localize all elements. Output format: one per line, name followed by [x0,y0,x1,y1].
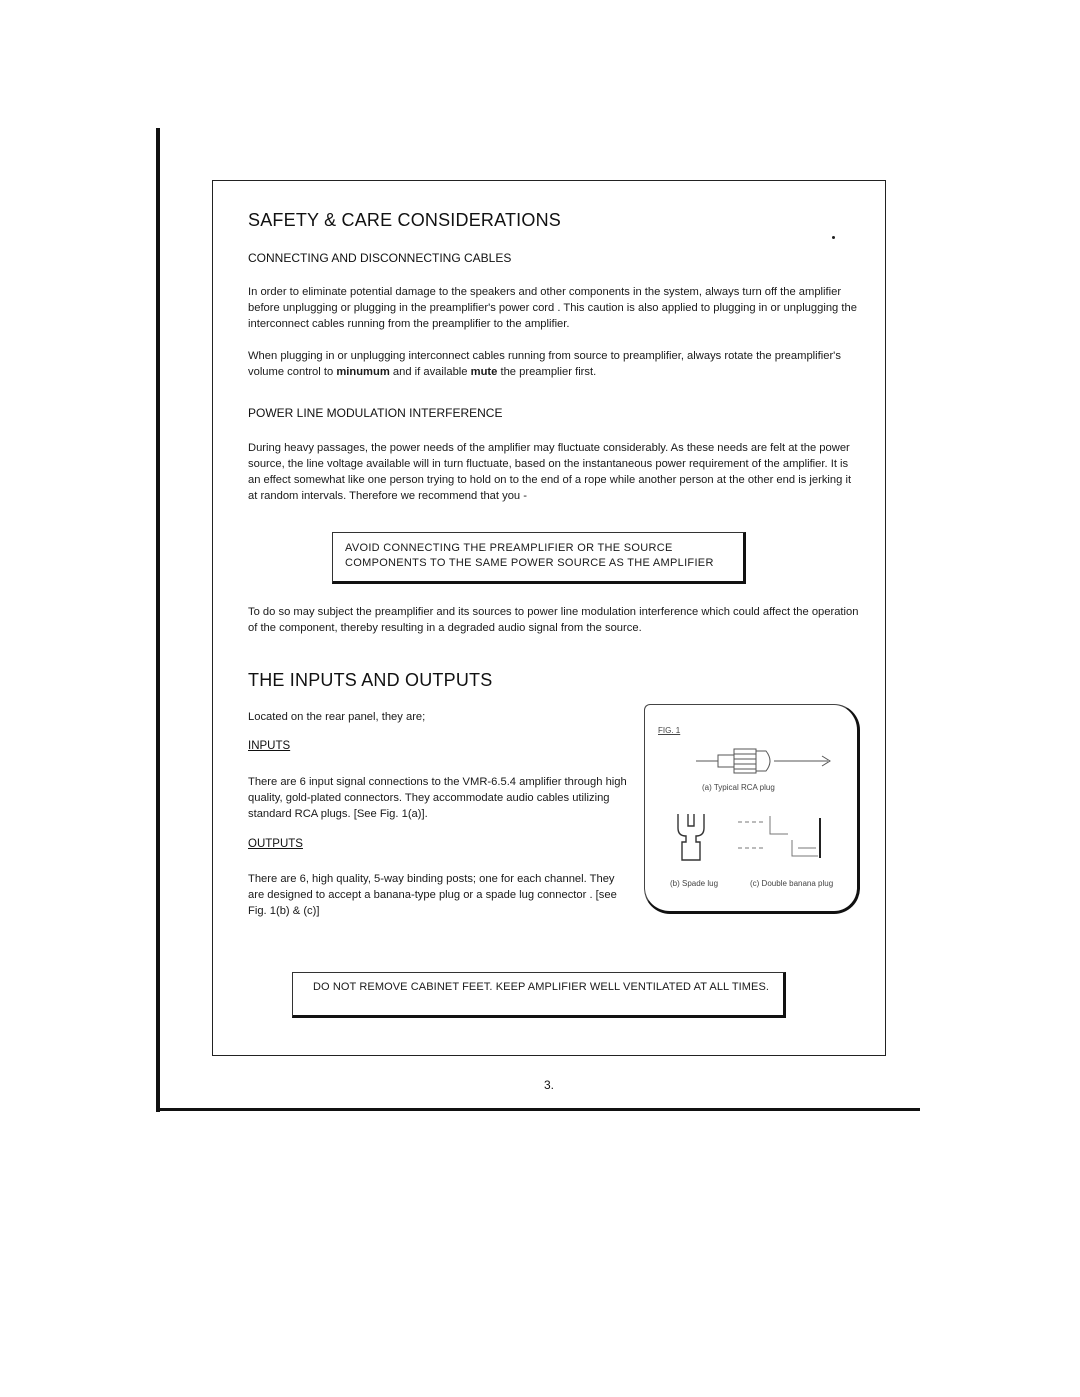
callout-line-2: COMPONENTS TO THE SAME POWER SOURCE AS THE AMPLIFIER [345,557,714,569]
safety-title: SAFETY & CARE CONSIDERATIONS [248,210,561,230]
page-bottom-rule [156,1108,920,1111]
ventilation-warning-text: DO NOT REMOVE CABINET FEET. KEEP AMPLIFIER WELL VENTILATED AT ALL TIMES. [313,981,770,993]
minimum-emphasis: minumum [336,366,390,378]
callout-line-1: AVOID CONNECTING THE PREAMPLIFIER OR THE SOURCE [345,542,673,554]
mute-emphasis: mute [470,366,498,378]
cables-paragraph-2-middle: and if available [389,366,471,378]
page-number: 3. [544,1078,555,1092]
inputs-heading: INPUTS [248,740,291,752]
cables-paragraph-1: In order to eliminate potential damage to the speakers and other components in the system, always turn off the amplifier before unplugging or plugging in the preamplifier's power cord . This caution is also applied to plugging in or unplugging the interconnect cables running from the preamplifier to the amplifier. [248,286,857,330]
stray-dot [832,236,835,239]
ventilation-warning-box [292,972,786,1018]
caption-spade-lug: (b) Spade lug [670,879,719,888]
outputs-heading: OUTPUTS [248,838,303,850]
cables-paragraph-2-start: When plugging in or unplugging interconnect cables running from source to preamplifier, always rotate the preamplifier's volume control to [248,350,841,378]
power-callout-box [332,532,746,584]
inputs-paragraph: There are 6 input signal connections to the VMR-6.5.4 amplifier through high quality, gold-plated connectors. They accommodate audio cables utilizing standard RCA plugs. [See Fig. 1(a)]. [248,776,627,820]
figure-label: FIG. 1 [658,726,681,735]
caption-double-banana-plug: (c) Double banana plug [750,879,834,888]
cables-paragraph-2 [248,348,860,380]
rca-plug-drawing [696,744,846,778]
page-left-rule [156,128,160,1112]
outputs-paragraph: There are 6, high quality, 5-way binding posts; one for each channel. They are designed to accept a banana-type plug or a spade lug connector . [see Fig. 1(b) & (c)] [248,873,617,917]
spade-lug-drawing [676,812,716,864]
io-title: THE INPUTS AND OUTPUTS [248,670,493,690]
power-paragraph: During heavy passages, the power needs of the amplifier may fluctuate considerably. As these needs are felt at the power source, the line voltage available will in turn fluctuate, based on the instantaneous power requirement of the amplifier. It is an effect somewhat like one person trying to hold on to the end of a rope while another person at the other end is jerking it at random intervals. Therefore we recommend that you - [248,442,852,502]
cables-paragraph-2-end: the preamplier first. [497,366,597,378]
interference-paragraph: To do so may subject the preamplifier and its sources to power line modulation interference which could affect the operation of the component, thereby resulting in a degraded audio signal from the source. [248,606,859,634]
power-heading: POWER LINE MODULATION INTERFERENCE [248,406,503,420]
io-intro: Located on the rear panel, they are; [248,711,426,723]
double-banana-plug-drawing [738,812,824,862]
caption-rca-plug: (a) Typical RCA plug [702,783,775,792]
cables-heading: CONNECTING AND DISCONNECTING CABLES [248,251,512,265]
